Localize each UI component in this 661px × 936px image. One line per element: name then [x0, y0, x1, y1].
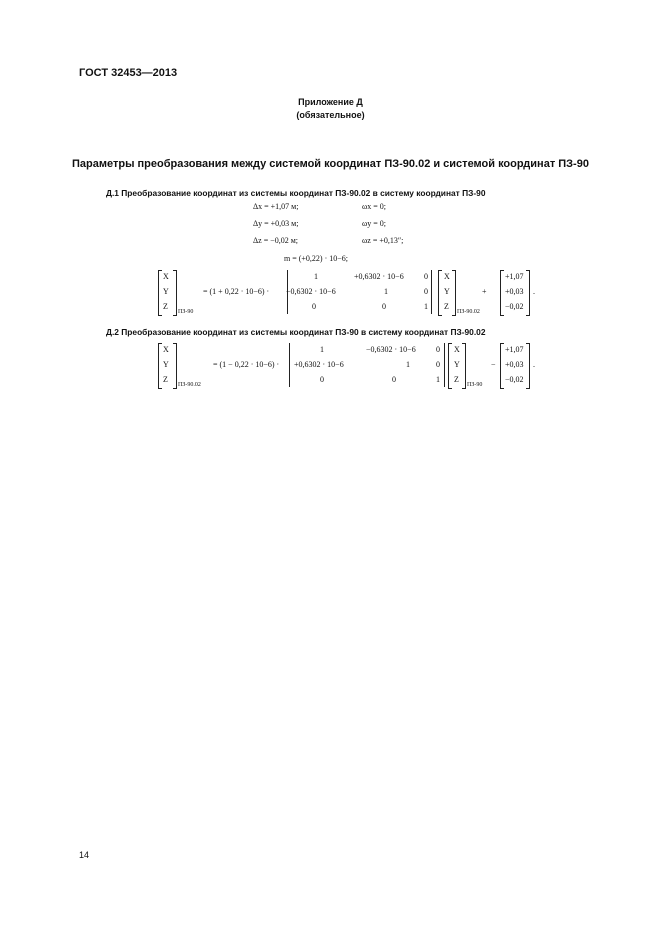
- matrix-left-bar: [289, 343, 290, 387]
- vector-x: X: [163, 272, 169, 281]
- vector-subscript: ПЗ-90.02: [457, 309, 480, 315]
- scale-factor: = (1 + 0,22 · 10−6) ·: [203, 287, 270, 296]
- bracket-left: [158, 343, 162, 389]
- vector-subscript: ПЗ-90: [178, 309, 194, 315]
- section-2-heading: Д.2 Преобразование координат из системы координат ПЗ-90 в систему координат ПЗ-90.02: [106, 327, 486, 337]
- matrix-right-bar: [444, 343, 445, 387]
- shift-dy: +0,03: [505, 360, 524, 369]
- matrix-cell: 0: [382, 302, 386, 311]
- param-dy: Δy = +0,03 м;: [253, 219, 299, 228]
- bracket-right: [526, 343, 530, 389]
- param-dx: Δx = +1,07 м;: [253, 202, 299, 211]
- period: .: [533, 360, 535, 369]
- bracket-right: [173, 343, 177, 389]
- vector-x: X: [454, 345, 460, 354]
- matrix-cell: +0,6302 · 10−6: [354, 272, 404, 281]
- matrix-cell: 0: [312, 302, 316, 311]
- shift-dy: +0,03: [505, 287, 524, 296]
- vector-y: Y: [454, 360, 460, 369]
- bracket-right: [173, 270, 177, 316]
- scale-factor: = (1 − 0,22 · 10−6) ·: [213, 360, 280, 369]
- vector-subscript: ПЗ-90: [467, 382, 483, 388]
- matrix-cell: 1: [320, 345, 324, 354]
- bracket-left: [500, 270, 504, 316]
- vector-x: X: [163, 345, 169, 354]
- bracket-left: [500, 343, 504, 389]
- bracket-right: [526, 270, 530, 316]
- minus-sign: −: [491, 360, 496, 369]
- bracket-right: [462, 343, 466, 389]
- matrix-cell: 0: [320, 375, 324, 384]
- vector-subscript: ПЗ-90.02: [178, 382, 201, 388]
- plus-sign: +: [482, 287, 487, 296]
- vector-z: Z: [454, 375, 459, 384]
- matrix-cell: +0,6302 · 10−6: [294, 360, 344, 369]
- bracket-left: [158, 270, 162, 316]
- param-wx: ωx = 0;: [362, 202, 386, 211]
- bracket-right: [452, 270, 456, 316]
- appendix-status: (обязательное): [296, 110, 365, 120]
- bracket-left: [448, 343, 452, 389]
- shift-dz: −0,02: [505, 302, 524, 311]
- vector-y: Y: [163, 287, 169, 296]
- shift-dz: −0,02: [505, 375, 524, 384]
- vector-y: Y: [163, 360, 169, 369]
- matrix-cell: 0: [424, 287, 428, 296]
- page-number: 14: [79, 850, 90, 860]
- matrix-cell: 0: [436, 345, 440, 354]
- matrix-cell: 0: [424, 272, 428, 281]
- vector-z: Z: [444, 302, 449, 311]
- param-dz: Δz = −0,02 м;: [253, 236, 299, 245]
- matrix-cell: −0,6302 · 10−6: [286, 287, 336, 296]
- vector-z: Z: [163, 302, 168, 311]
- matrix-cell: 1: [314, 272, 318, 281]
- vector-z: Z: [163, 375, 168, 384]
- matrix-cell: 0: [392, 375, 396, 384]
- section-1-heading: Д.1 Преобразование координат из системы координат ПЗ-90.02 в систему координат ПЗ-90: [106, 188, 486, 198]
- matrix-cell: 0: [436, 360, 440, 369]
- matrix-cell: 1: [436, 375, 440, 384]
- shift-dx: +1,07: [505, 345, 524, 354]
- shift-dx: +1,07: [505, 272, 524, 281]
- matrix-cell: 1: [406, 360, 410, 369]
- matrix-cell: 1: [384, 287, 388, 296]
- param-m: m = (+0,22) · 10−6;: [284, 254, 348, 263]
- period: .: [533, 287, 535, 296]
- appendix-title: Параметры преобразования между системой координат ПЗ-90.02 и системой координат ПЗ-90: [72, 158, 589, 170]
- param-wy: ωy = 0;: [362, 219, 386, 228]
- vector-y: Y: [444, 287, 450, 296]
- document-code: ГОСТ 32453—2013: [79, 67, 178, 79]
- matrix-right-bar: [431, 270, 432, 314]
- matrix-cell: 1: [424, 302, 428, 311]
- appendix-label: Приложение Д: [298, 97, 363, 107]
- param-wz: ωz = +0,13″;: [362, 236, 404, 245]
- vector-x: X: [444, 272, 450, 281]
- bracket-left: [438, 270, 442, 316]
- matrix-cell: −0,6302 · 10−6: [366, 345, 416, 354]
